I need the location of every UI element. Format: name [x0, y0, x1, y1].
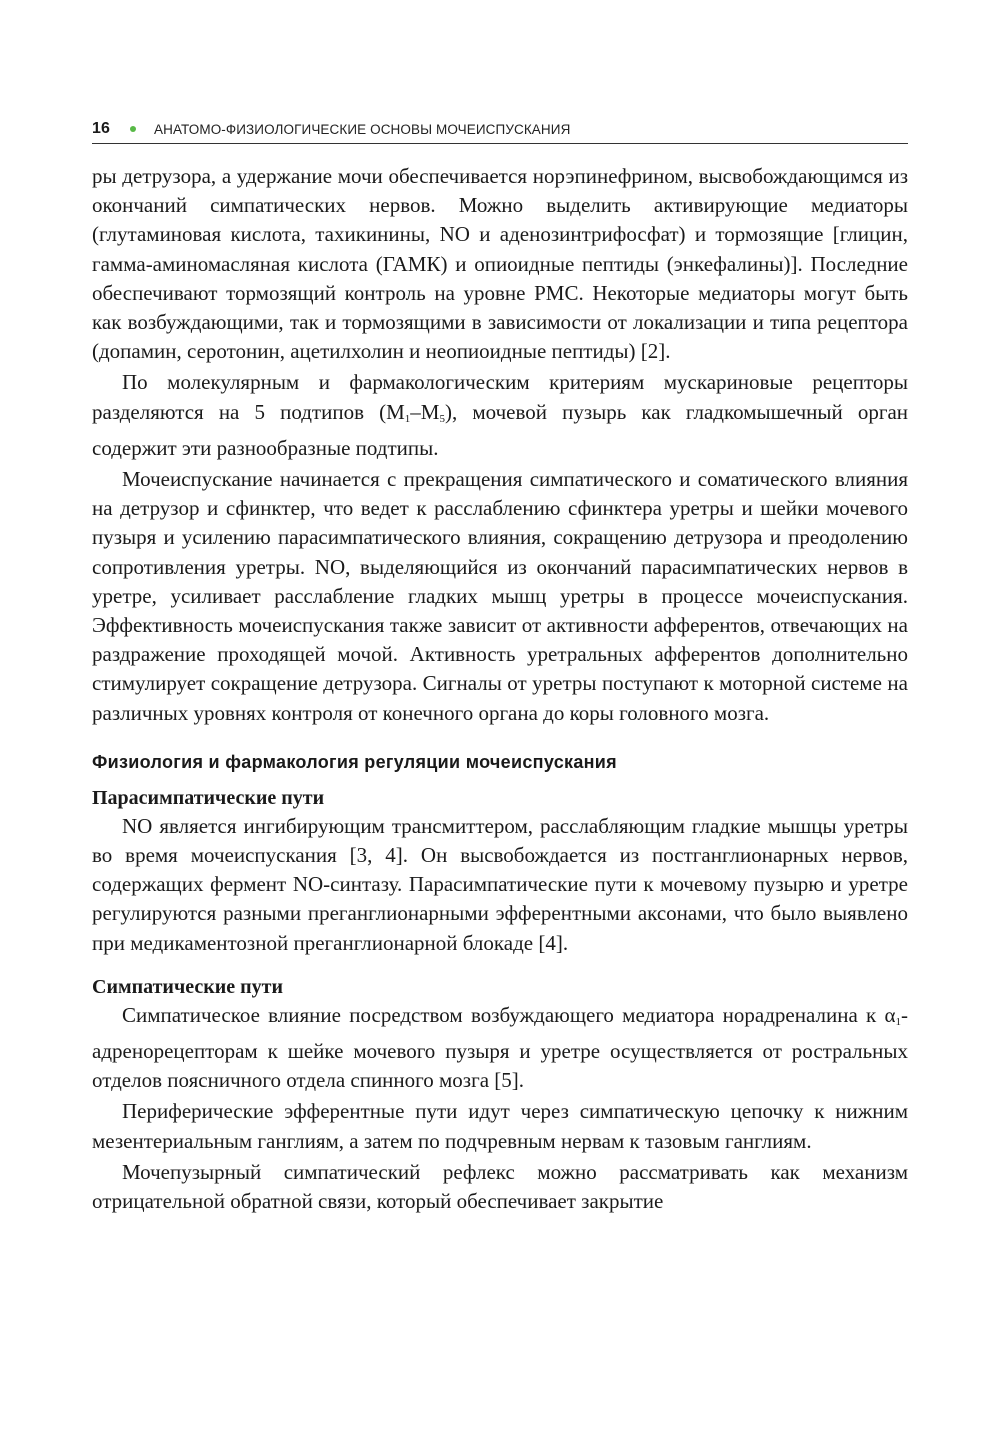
page-number: 16: [92, 120, 110, 137]
paragraph-sympathetic-2: Периферические эфферентные пути идут через симпатическую цепочку к нижним мезентериальным ганглиям, а затем по подчревным нервам к тазовым ганглиям.: [92, 1099, 908, 1153]
subscript: 1: [895, 1015, 901, 1028]
subheading-sympathetic: Симпатические пути: [92, 975, 284, 998]
paragraph-continued: ры детрузора, а удержание мочи обеспечивается норэпинефрином, высвобождающимся из окончаний симпатических нервов. Можно выделить активирующие медиаторы (глутаминовая кислота, тахикинины, NO и аденозинтрифосфат) и тормозящие [глицин, гамма-аминомасляная кислота (ГАМК) и опиоидные пептиды (энкефалины)]. Последние обеспечивают тормозящий контроль на уровне PMC. Некоторые медиаторы могут быть как возбуждающими, так и тормозящими в зависимости от локализации и типа рецептора (допамин, серотонин, ацетилхолин и неопиоидные пептиды) [2].: [92, 164, 908, 364]
subscript: 5: [439, 412, 445, 425]
running-head: [92, 120, 908, 144]
book-page: [92, 120, 908, 1216]
section-heading: Физиология и фармакология регуляции мочеиспускания: [92, 751, 617, 772]
paragraph-muscarinic: [92, 368, 908, 463]
paragraph-sympathetic-1: [92, 1001, 908, 1096]
subscript: 1: [404, 412, 411, 425]
paragraph-sympathetic-3: Мочепузырный симпатический рефлекс можно рассматривать как механизм отрицательной обратной связи, который обеспечивает закрытие: [92, 1159, 908, 1214]
running-head-title: АНАТОМО-ФИЗИОЛОГИЧЕСКИЕ ОСНОВЫ МОЧЕИСПУСКАНИЯ: [154, 121, 571, 137]
paragraph-text: По молекулярным и фармакологическим критериям мускариновые рецепторы разделяются на 5 подтипов (M: [92, 370, 908, 424]
paragraph-text: -адренорецепторам к шейке мочевого пузыря и уретре осуществляется от ростральных отделов поясничного отдела спинного мозга [5].: [92, 1002, 908, 1093]
paragraph-text: ), мочевой пузырь как гладкомышечный орган содержит эти разнообразные подтипы.: [92, 399, 908, 460]
bullet-dot-icon: [130, 126, 136, 132]
paragraph-text: Симпатическое влияние посредством возбуждающего медиатора норадреналина к α: [122, 1002, 896, 1027]
paragraph-parasympathetic: NO является ингибирующим трансмиттером, расслабляющим гладкие мышцы уретры во время мочеиспускания [3, 4]. Он высвобождается из постганглионарных нервов, содержащих фермент NO-синтазу. Парасимпатические пути к мочевому пузырю и уретре регулируются разными преганглионарными эфферентными аксонами, что было выявлено при медикаментозной преганглионарной блокаде [4].: [92, 813, 908, 955]
paragraph-micturition: Мочеиспускание начинается с прекращения симпатического и соматического влияния на детрузор и сфинктер, что ведет к расслаблению сфинктера уретры и шейки мочевого пузыря и усилению парасимпатического влияния, сокращению детрузора и преодолению сопротивления уретры. NO, выделяющийся из окончаний парасимпатических нервов в уретре, усиливает расслабление гладких мышц уретры в процессе мочеиспускания. Эффективность мочеиспускания также зависит от активности афферентов, отвечающих на раздражение проходящей мочой. Активность уретральных афферентов дополнительно стимулирует сокращение детрузора. Сигналы от уретры поступают к моторной системе на различных уровнях контроля от конечного органа до коры головного мозга.: [92, 467, 908, 725]
page-body: [92, 162, 908, 1216]
subheading-parasympathetic: Парасимпатические пути: [92, 786, 325, 809]
paragraph-text: –M: [410, 399, 440, 424]
